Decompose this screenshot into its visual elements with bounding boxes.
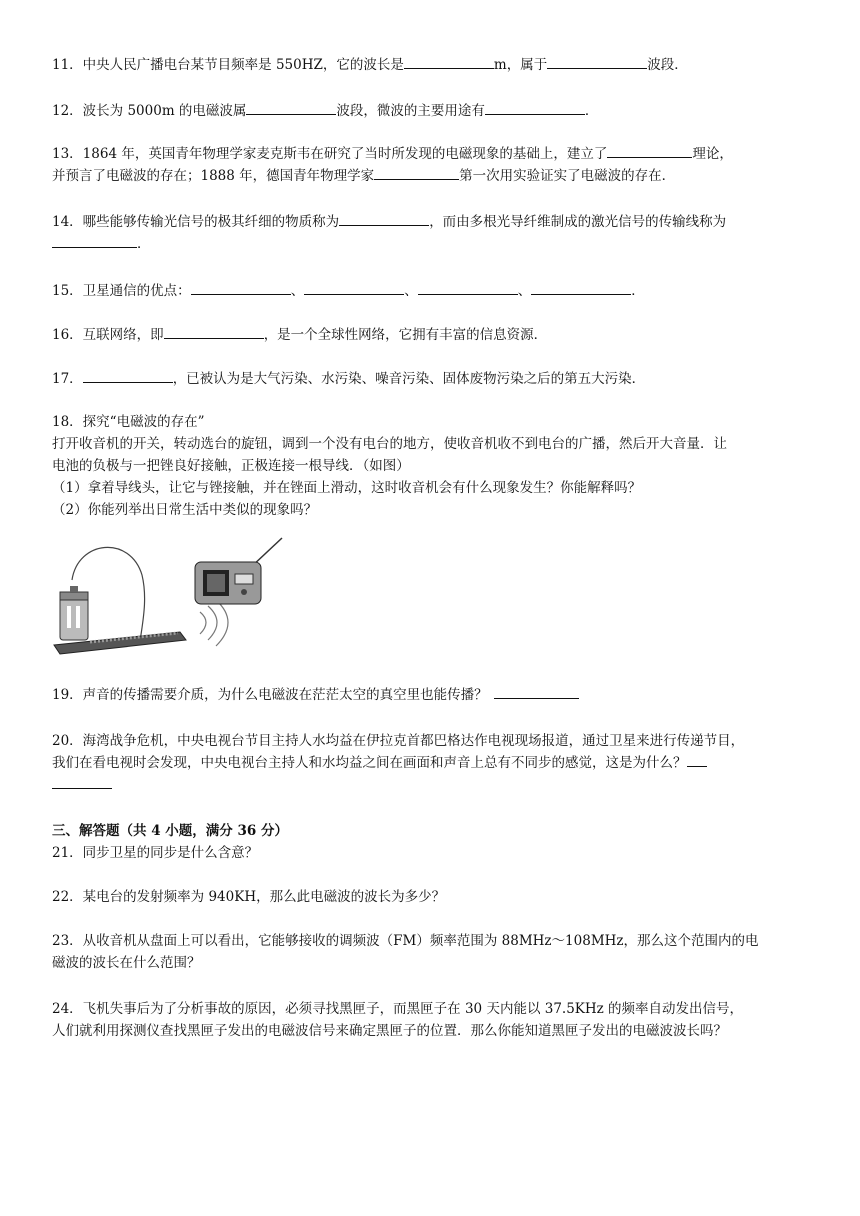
question-text: 电池的负极与一把锉良好接触，正极连接一根导线．（如图）	[52, 458, 410, 474]
answer-blank[interactable]	[687, 752, 707, 767]
answer-blank[interactable]	[83, 368, 173, 383]
answer-blank[interactable]	[304, 280, 404, 295]
sub-question: （1）拿着导线头，让它与锉接触，并在锉面上滑动，这时收音机会有什么现象发生？你能解释吗？	[52, 480, 642, 496]
question-17	[52, 368, 812, 390]
sub-question: （2）你能列举出日常生活中类似的现象吗？	[52, 502, 318, 518]
question-text: ．	[584, 103, 599, 119]
question-text: 波段．	[647, 57, 688, 73]
answer-blank[interactable]	[52, 233, 137, 248]
answer-blank[interactable]	[547, 54, 647, 69]
answer-blank[interactable]	[418, 280, 518, 295]
question-21	[52, 842, 812, 864]
question-11	[52, 54, 812, 76]
question-12	[52, 100, 812, 122]
question-text: 14．哪些能够传输光信号的极其纤细的物质称为	[52, 214, 340, 230]
question-text: ，而由多根光导纤维制成的激光信号的传输线称为	[429, 214, 727, 230]
question-15	[52, 280, 812, 302]
question-20	[52, 730, 812, 796]
question-19	[52, 684, 812, 706]
question-18	[52, 411, 812, 521]
question-text: 12．波长为 5000m 的电磁波属	[52, 103, 247, 119]
separator: 、	[404, 283, 418, 299]
answer-blank[interactable]	[494, 684, 579, 699]
question-text: ．	[631, 283, 645, 299]
radio-file-battery-figure	[50, 530, 290, 655]
question-text: 打开收音机的开关，转动选台的旋钮，调到一个没有电台的地方，使收音机收不到电台的广播，然后开大音量．让	[52, 436, 727, 452]
question-13	[52, 143, 812, 187]
question-text: 理论，	[692, 146, 733, 162]
answer-blank[interactable]	[404, 54, 494, 69]
answer-blank[interactable]	[339, 211, 429, 226]
answer-blank[interactable]	[607, 143, 692, 158]
question-text: 21．同步卫星的同步是什么含意？	[52, 845, 259, 861]
question-text: 22．某电台的发射频率为 940KH，那么此电磁波的波长为多少？	[52, 889, 446, 905]
question-16	[52, 324, 812, 346]
question-text: ，是一个全球性网络，它拥有丰富的信息资源．	[263, 327, 548, 343]
question-text: 人们就利用探测仪查找黑匣子发出的电磁波信号来确定黑匣子的位置．那么你能知道黑匣子发出的电磁波波长吗？	[52, 1023, 727, 1039]
section-title: 三、解答题（共 4 小题，满分 36 分）	[52, 823, 288, 839]
question-22	[52, 886, 812, 908]
question-text: 11．中央人民广播电台某节目频率是 550HZ，它的波长是	[52, 57, 404, 73]
question-text: 我们在看电视时会发现，中央电视台主持人和水均益之间在画面和声音上总有不同步的感觉，这是为什么？	[52, 755, 687, 771]
question-text: ．	[137, 236, 151, 252]
question-24	[52, 998, 812, 1042]
question-text: m，属于	[493, 57, 548, 73]
radio-waves-icon	[200, 600, 228, 646]
answer-blank[interactable]	[191, 280, 291, 295]
question-text: 20．海湾战争危机，中央电视台节目主持人水均益在伊拉克首都巴格达作电视现场报道，通过卫星来进行传递节目，	[52, 733, 745, 749]
question-23	[52, 930, 812, 974]
question-text: 17．	[52, 371, 83, 387]
question-text: 16．互联网络，即	[52, 327, 164, 343]
question-text: 23．从收音机从盘面上可以看出，它能够接收的调频波（FM）频率范围为 88MHz～108MHz，那么这个范围内的电	[52, 933, 759, 949]
question-text: 13．1864 年，英国青年物理学家麦克斯韦在研究了当时所发现的电磁现象的基础上，建立了	[52, 146, 608, 162]
question-text: ，已被认为是大气污染、水污染、噪音污染、固体废物污染之后的第五大污染．	[172, 371, 646, 387]
question-text: 19．声音的传播需要介质，为什么电磁波在茫茫太空的真空里也能传播？	[52, 687, 488, 703]
answer-blank[interactable]	[374, 165, 459, 180]
answer-blank[interactable]	[52, 774, 112, 789]
question-14	[52, 211, 812, 255]
answer-blank[interactable]	[164, 324, 264, 339]
battery-icon	[60, 586, 88, 640]
question-text: 磁波的波长在什么范围？	[52, 955, 201, 971]
question-text: 第一次用实验证实了电磁波的存在．	[459, 168, 676, 184]
separator: 、	[517, 283, 532, 299]
answer-blank[interactable]	[531, 280, 631, 295]
question-text: 15．卫星通信的优点：	[52, 283, 191, 299]
question-text: 24．飞机失事后为了分析事故的原因，必须寻找黑匣子，而黑匣子在 30 天内能以 37.5KHz 的频率自动发出信号，	[52, 1001, 744, 1017]
answer-blank[interactable]	[485, 100, 585, 115]
separator: 、	[290, 283, 305, 299]
question-text: 并预言了电磁波的存在；1888 年，德国青年物理学家	[52, 168, 375, 184]
question-text: 波段，微波的主要用途有	[336, 103, 485, 119]
radio-icon	[195, 538, 282, 604]
answer-blank[interactable]	[246, 100, 336, 115]
question-title: 18．探究“电磁波的存在”	[52, 414, 205, 430]
